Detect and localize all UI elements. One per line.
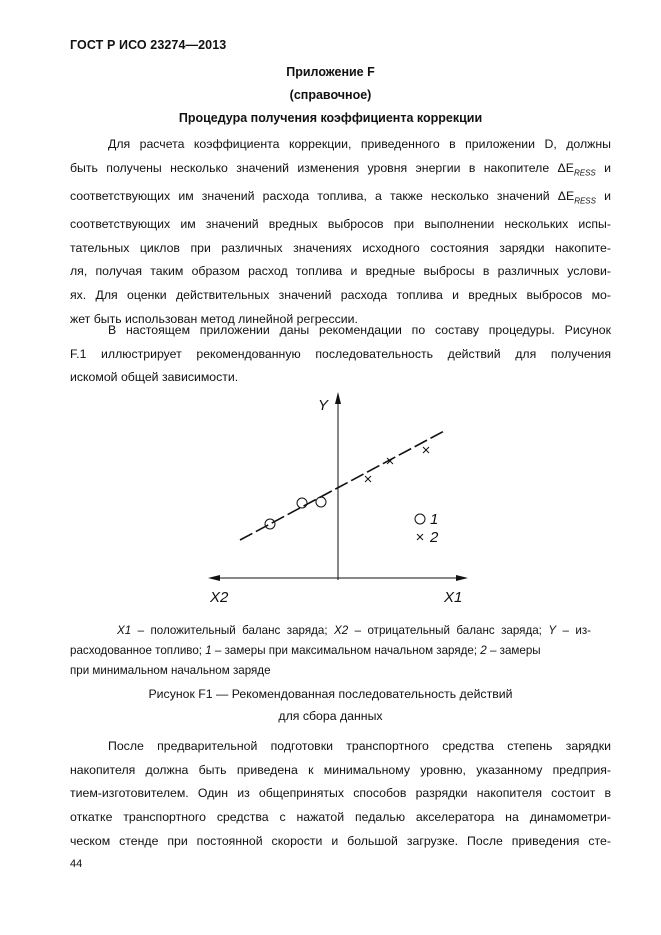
legend-circle-marker: [415, 514, 425, 524]
legend-label-1: 1: [430, 511, 439, 528]
x-axis-arrow-left: [208, 575, 220, 581]
cross-marker: [423, 447, 429, 453]
circle-marker: [265, 519, 275, 529]
legend-cross-marker: [417, 534, 423, 540]
paragraph-1-line: соответствующих им значений вредных выбросов при выполнении нескольких испы-: [70, 217, 611, 232]
paragraph-1-line: тательных циклов при различных значениях исходного состояния зарядки накопите-: [70, 240, 611, 255]
regression-line: [240, 430, 446, 540]
paragraph-1-line: соответствующих им значений расхода топлива, а также несколько значений $\Delta E_{RESS}$ и: [70, 188, 611, 206]
document-header: ГОСТ Р ИСО 23274—2013: [70, 38, 227, 52]
circle-marker: [316, 497, 326, 507]
page-number: 44: [70, 858, 83, 870]
regression-figure: [200, 390, 500, 610]
paragraph-1-line: быть получены несколько значений изменения уровня энергии в накопителе $\Delta E_{RESS}$ и: [70, 160, 611, 178]
paragraph-1-line: ях. Для оценки действительных значений расхода топлива и вредных выбросов мо-: [70, 288, 611, 303]
legend-line: при минимальном начальном заряде: [70, 664, 271, 677]
paragraph-1-line: Для расчета коэффициента коррекции, приведенного в приложении D, должны: [108, 137, 611, 151]
figure-caption: [70, 683, 591, 727]
y-axis-label: Y: [318, 397, 329, 414]
appendix-heading: Процедура получения коэффициента коррекции: [178, 111, 483, 125]
y-axis-arrow: [335, 392, 341, 404]
paragraph-3-line: тием-изготовителем. Один из общепринятых способов разрядки накопителя состоит в: [70, 786, 611, 801]
figure-legend: [70, 621, 591, 681]
appendix-subtitle: (справочное): [289, 88, 372, 102]
paragraph-1-line: жет быть использован метод линейной регрессии.: [70, 311, 358, 326]
caption-line-2: для сбора данных: [278, 709, 383, 723]
paragraph-3-line: ческом стенде при постоянной скорости и большой загрузке. После приведения сте-: [70, 833, 611, 848]
paragraph-2-line: искомой общей зависимости.: [70, 370, 239, 385]
paragraph-2-line: F.1 иллюстрирует рекомендованную последовательность действий для получения: [70, 346, 611, 361]
paragraph-2-line: В настоящем приложении даны рекомендации по составу процедуры. Рисунок: [108, 323, 611, 337]
legend-line: расходованное топливо; 1 – замеры при максимальном начальном заряде; 2 – замеры: [70, 644, 541, 657]
caption-line-1: Рисунок F1 — Рекомендованная последовательность действий: [148, 687, 513, 701]
paragraph-1-line: ля, получая таким образом расход топлива и вредные выбросы в различных услови-: [70, 264, 611, 279]
x-axis-arrow-right: [456, 575, 468, 581]
legend-line: X1 – положительный баланс заряда; X2 – отрицательный баланс заряда; Y – из-: [117, 624, 592, 637]
circle-marker: [297, 498, 307, 508]
appendix-title: Приложение F: [286, 65, 375, 79]
x2-axis-label: X2: [210, 589, 229, 606]
paragraph-3-line: откатке транспортного средства с нажатой педалью акселератора на динамометри-: [70, 810, 611, 825]
paragraph-1: [70, 133, 611, 332]
paragraph-3-line: После предварительной подготовки транспортного средства степень зарядки: [108, 739, 611, 753]
legend-label-2: 2: [430, 529, 439, 546]
x1-axis-label: X1: [444, 589, 463, 606]
paragraph-3-line: накопителя должна быть приведена к минимальному уровню, указанному предприя-: [70, 762, 611, 777]
paragraph-2: [70, 319, 611, 390]
cross-marker: [365, 476, 371, 482]
paragraph-3: [70, 735, 611, 854]
